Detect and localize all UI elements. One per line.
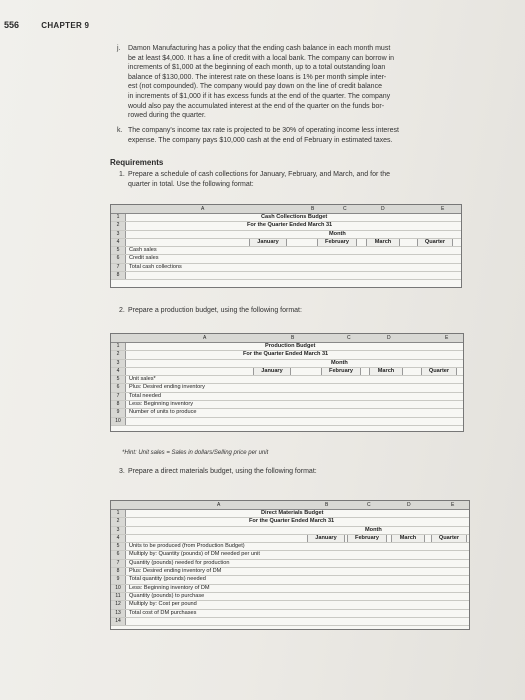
item-j-line: Damon Manufacturing has a policy that the ending cash balance in each month must [128,45,391,52]
column-e-header: E [441,206,445,212]
month-header: Month [329,230,346,237]
row-number: 12 [111,601,126,608]
requirement-2-text: Prepare a production budget, using the following format: [128,307,302,314]
column-e-header: E [445,335,449,341]
row-number: 14 [111,618,126,625]
item-j-line: balance of $130,000. The interest rate on these loans is 1% per month simple inter- [128,73,387,81]
row-number: 4 [111,239,126,246]
row-label: Total cost of DM purchases [129,609,197,616]
column-d-header: D [407,502,411,508]
row-number: 7 [111,393,126,400]
requirement-2-number: 2. [119,307,125,314]
row-label: Cash sales [129,247,157,254]
page-number: 556 [4,20,20,30]
column-c-header: C [343,206,347,212]
row-number: 1 [111,510,126,517]
row-number: 10 [111,585,126,592]
row-label: Total needed [129,392,162,399]
item-j-line: would also pay the accumulated interest at the end of the quarter on the funds bor- [128,102,385,110]
february-header: February [317,239,357,246]
requirement-1-number: 1. [119,171,125,178]
row-number: 10 [111,418,126,425]
table-subtitle: For the Quarter Ended March 31 [247,222,333,229]
column-header-bar [111,334,463,343]
row-number: 9 [111,576,126,583]
march-header: March [391,535,425,542]
row-number: 6 [111,551,126,558]
cash-collections-sheet [110,204,462,288]
row-number: 13 [111,610,126,617]
row-number: 2 [111,222,126,229]
row-label: Quantity (pounds) needed for production [129,559,230,566]
item-k-label: k. [117,127,123,134]
hint-note: *Hint: Unit sales = Sales in dollars/Selling price per unit [122,450,269,456]
row-label: Plus: Desired ending inventory [129,384,205,391]
row-number: 5 [111,543,126,550]
row-number: 3 [111,360,126,367]
column-a-header: A [217,502,221,508]
item-j-label: j. [117,45,121,52]
row-number: 3 [111,231,126,238]
row-number: 1 [111,343,126,350]
row-label: Units to be produced (from Production Budget) [129,543,245,550]
requirement-3 [119,467,317,477]
row-label: Quantity (pounds) to purchase [129,592,205,599]
row-label: Multiply by: Quantity (pounds) of DM needed per unit [129,551,260,558]
february-header: February [347,535,387,542]
row-number: 2 [111,351,126,358]
row-number: 5 [111,376,126,383]
row-number: 1 [111,214,126,221]
row-number: 7 [111,560,126,567]
row-label: Plus: Desired ending inventory of DM [129,568,222,575]
column-b-header: B [325,502,329,508]
row-label: Total cash collections [129,263,182,270]
item-j [117,44,508,121]
item-k-line: The company's income tax rate is projected to be 30% of operating income less interest [128,127,399,134]
table-subtitle: For the Quarter Ended March 31 [249,518,335,525]
quarter-header: Quarter [417,239,453,246]
month-header: Month [365,526,382,533]
item-j-line: est (not compounded). The company would pay down on the line of credit balance [128,83,382,91]
table-title: Direct Materials Budget [261,510,324,516]
production-budget-sheet [110,333,464,432]
column-a-header: A [201,206,205,212]
row-number: 2 [111,518,126,525]
column-header-bar [111,501,469,510]
requirement-2 [119,306,302,316]
column-c-header: C [347,335,351,341]
row-label: Less: Beginning inventory [129,401,194,408]
february-header: February [321,368,361,375]
column-e-header: E [451,502,455,508]
row-label: Less: Beginning inventory of DM [129,584,210,591]
quarter-header: Quarter [431,535,467,542]
column-b-header: B [311,206,315,212]
column-d-header: D [381,206,385,212]
row-number: 8 [111,401,126,408]
row-number: 4 [111,368,126,375]
table-subtitle: For the Quarter Ended March 31 [243,351,329,358]
row-label: Number of units to produce [129,409,197,416]
row-number: 6 [111,384,126,391]
march-header: March [369,368,403,375]
requirement-1 [119,170,508,189]
item-j-line: increments of $1,000 at the beginning of each month, up to a total outstanding loan [128,64,386,72]
column-b-header: B [291,335,295,341]
row-number: 11 [111,593,126,600]
item-j-line: rowed during the quarter. [128,112,206,120]
row-label: Unit sales* [129,376,156,383]
item-j-line: in increments of $1,000 if it has excess funds at the end of the quarter. The company [128,92,391,100]
column-a-header: A [203,335,207,341]
row-number: 8 [111,568,126,575]
january-header: January [307,535,345,542]
row-label: Multiply by: Cost per pound [129,601,197,608]
column-header-bar [111,205,461,214]
item-k-line: expense. The company pays $10,000 cash at the end of February in estimated taxes. [128,136,393,144]
row-number: 5 [111,247,126,254]
item-j-line: be at least $4,000. It has a line of credit with a local bank. The company can borrow in [128,54,395,62]
requirements-heading: Requirements [110,158,164,167]
row-number: 8 [111,272,126,279]
row-number: 6 [111,255,126,262]
row-number: 4 [111,535,126,542]
direct-materials-sheet [110,500,470,630]
row-label: Total quantity (pounds) needed [129,576,206,583]
table-title: Production Budget [265,343,316,349]
row-number: 3 [111,527,126,534]
row-label: Credit sales [129,255,159,262]
table-title: Cash Collections Budget [261,214,328,220]
january-header: January [253,368,291,375]
chapter-label: CHAPTER 9 [41,21,90,30]
march-header: March [366,239,400,246]
requirement-3-text: Prepare a direct materials budget, using the following format: [128,468,317,475]
requirement-1-line: quarter in total. Use the following format: [128,180,254,188]
column-c-header: C [367,502,371,508]
column-d-header: D [387,335,391,341]
row-number: 9 [111,409,126,416]
month-header: Month [331,359,348,366]
january-header: January [249,239,287,246]
page-header [4,20,89,30]
row-number: 7 [111,264,126,271]
item-k [117,126,508,145]
requirement-1-line: Prepare a schedule of cash collections for January, February, and March, and for the [128,171,390,178]
requirement-3-number: 3. [119,468,125,475]
quarter-header: Quarter [421,368,457,375]
